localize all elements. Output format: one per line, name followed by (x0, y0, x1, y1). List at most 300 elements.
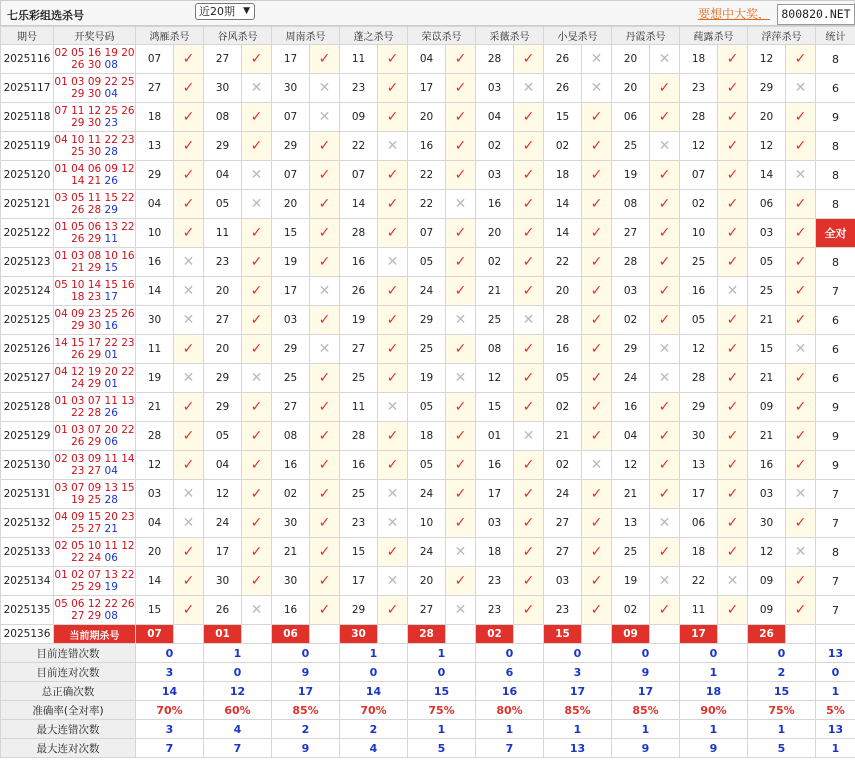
check-mark-icon: ✓ (310, 364, 340, 393)
kill-number-cell: 07 (340, 161, 378, 190)
kill-number-cell: 11 (680, 596, 718, 625)
stats-value: 85% (272, 701, 340, 720)
kill-number-cell: 27 (612, 219, 650, 248)
draw-numbers-regular: 25 30 (71, 146, 102, 158)
stats-total: 13 (816, 644, 855, 663)
kill-number-cell: 22 (408, 190, 446, 219)
column-header-expert[interactable]: 浮萍杀号 (748, 27, 816, 45)
stats-value: 3 (544, 663, 612, 682)
check-mark-icon: ✓ (650, 306, 680, 335)
draw-numbers-line2 (54, 465, 135, 477)
check-mark-icon: ✓ (378, 596, 408, 625)
current-kill-empty (786, 625, 816, 644)
count-cell: 8 (816, 248, 855, 277)
check-mark-icon: ✓ (650, 277, 680, 306)
stats-value: 15 (408, 682, 476, 701)
column-header-expert[interactable]: 鸿雁杀号 (136, 27, 204, 45)
kill-number-cell: 28 (136, 422, 174, 451)
check-mark-icon: ✓ (242, 132, 272, 161)
draw-numbers-special: 01 (104, 349, 118, 361)
kill-number-cell: 09 (748, 567, 786, 596)
kill-number-cell: 04 (476, 103, 514, 132)
cross-mark-icon: ✕ (310, 335, 340, 364)
stats-value: 2 (340, 720, 408, 739)
kill-number-cell: 14 (544, 219, 582, 248)
check-mark-icon: ✓ (514, 364, 544, 393)
cross-mark-icon: ✕ (174, 277, 204, 306)
period-cell: 2025124 (1, 277, 54, 306)
draw-numbers-cell (54, 190, 136, 219)
kill-number-cell: 05 (408, 248, 446, 277)
check-mark-icon: ✓ (446, 277, 476, 306)
kill-number-cell: 13 (136, 132, 174, 161)
kill-number-cell: 17 (272, 45, 310, 74)
check-mark-icon: ✓ (242, 480, 272, 509)
check-mark-icon: ✓ (310, 248, 340, 277)
check-mark-icon: ✓ (242, 451, 272, 480)
kill-number-cell: 29 (204, 393, 242, 422)
cross-mark-icon: ✕ (310, 103, 340, 132)
current-kill-number: 30 (340, 625, 378, 644)
period-cell: 2025126 (1, 335, 54, 364)
stats-value: 70% (340, 701, 408, 720)
table-row (1, 219, 855, 248)
top-toolbar (0, 0, 855, 26)
chevron-down-icon: ▼ (243, 6, 250, 16)
kill-number-cell: 15 (136, 596, 174, 625)
count-cell: 7 (816, 480, 855, 509)
kill-number-cell: 27 (204, 45, 242, 74)
check-mark-icon: ✓ (582, 596, 612, 625)
period-cell: 2025134 (1, 567, 54, 596)
stats-value: 17 (544, 682, 612, 701)
column-header-expert[interactable]: 丹霞杀号 (612, 27, 680, 45)
table-row (1, 132, 855, 161)
draw-numbers-cell (54, 364, 136, 393)
check-mark-icon: ✓ (446, 219, 476, 248)
stats-value: 0 (476, 644, 544, 663)
check-mark-icon: ✓ (242, 393, 272, 422)
count-cell: 6 (816, 306, 855, 335)
period-cell: 2025121 (1, 190, 54, 219)
stats-total: 5% (816, 701, 855, 720)
kill-number-cell: 22 (680, 567, 718, 596)
promo-link[interactable]: 要想中大奖， (698, 7, 771, 21)
count-cell: 9 (816, 451, 855, 480)
stats-value: 9 (680, 739, 748, 758)
cross-mark-icon: ✕ (174, 306, 204, 335)
table-row (1, 567, 855, 596)
cross-mark-icon: ✕ (310, 74, 340, 103)
kill-number-cell: 19 (136, 364, 174, 393)
kill-number-cell: 07 (272, 103, 310, 132)
table-row (1, 509, 855, 538)
kill-number-cell: 22 (544, 248, 582, 277)
kill-number-cell: 19 (408, 364, 446, 393)
check-mark-icon: ✓ (650, 74, 680, 103)
cross-mark-icon: ✕ (378, 132, 408, 161)
kill-number-cell: 10 (680, 219, 718, 248)
draw-numbers-line1: 04 12 19 20 22 (54, 366, 135, 378)
period-cell: 2025116 (1, 45, 54, 74)
check-mark-icon: ✓ (242, 277, 272, 306)
period-cell: 2025135 (1, 596, 54, 625)
kill-number-cell: 16 (272, 596, 310, 625)
draw-numbers-line1: 05 06 12 22 26 (54, 598, 135, 610)
kill-number-cell: 15 (748, 335, 786, 364)
kill-number-cell: 29 (748, 74, 786, 103)
check-mark-icon: ✓ (514, 335, 544, 364)
table-row (1, 277, 855, 306)
draw-numbers-line2 (54, 175, 135, 187)
kill-number-cell: 17 (340, 567, 378, 596)
kill-number-cell: 10 (408, 509, 446, 538)
kill-number-cell: 29 (204, 364, 242, 393)
period-cell: 2025132 (1, 509, 54, 538)
stats-value: 1 (544, 720, 612, 739)
kill-number-cell: 23 (544, 596, 582, 625)
check-mark-icon: ✓ (378, 103, 408, 132)
table-row (1, 364, 855, 393)
check-mark-icon: ✓ (786, 509, 816, 538)
kill-number-cell: 24 (612, 364, 650, 393)
kill-number-cell: 20 (544, 277, 582, 306)
kill-number-cell: 16 (136, 248, 174, 277)
kill-number-cell: 08 (272, 422, 310, 451)
kill-number-cell: 30 (272, 509, 310, 538)
draw-numbers-line1: 14 15 17 22 23 (54, 337, 135, 349)
stats-value: 17 (272, 682, 340, 701)
kill-number-cell: 20 (136, 538, 174, 567)
kill-number-cell: 29 (612, 335, 650, 364)
kill-number-cell: 09 (340, 103, 378, 132)
period-cell: 2025120 (1, 161, 54, 190)
check-mark-icon: ✓ (514, 480, 544, 509)
kill-number-cell: 08 (476, 335, 514, 364)
kill-number-cell: 28 (680, 103, 718, 132)
kill-number-cell: 05 (544, 364, 582, 393)
draw-numbers-line1: 03 05 11 15 22 (54, 192, 135, 204)
stats-value: 0 (136, 644, 204, 663)
count-cell: 9 (816, 422, 855, 451)
cross-mark-icon: ✕ (242, 74, 272, 103)
kill-number-cell: 01 (476, 422, 514, 451)
count-cell: 8 (816, 45, 855, 74)
kill-number-cell: 18 (476, 538, 514, 567)
period-cell: 2025122 (1, 219, 54, 248)
current-kill-empty (310, 625, 340, 644)
stats-value: 0 (544, 644, 612, 663)
kill-number-cell: 12 (748, 45, 786, 74)
cross-mark-icon: ✕ (786, 161, 816, 190)
check-mark-icon: ✓ (786, 132, 816, 161)
stats-value: 75% (748, 701, 816, 720)
kill-number-cell: 24 (408, 277, 446, 306)
column-header-expert[interactable]: 采薇杀号 (476, 27, 544, 45)
check-mark-icon: ✓ (718, 364, 748, 393)
column-header-expert[interactable]: 荣苡杀号 (408, 27, 476, 45)
check-mark-icon: ✓ (650, 248, 680, 277)
draw-numbers-special: 29 (104, 204, 118, 216)
kill-number-cell: 03 (272, 306, 310, 335)
kill-number-cell: 23 (680, 74, 718, 103)
stats-value: 0 (612, 644, 680, 663)
check-mark-icon: ✓ (310, 161, 340, 190)
check-mark-icon: ✓ (446, 248, 476, 277)
kill-number-cell: 24 (544, 480, 582, 509)
check-mark-icon: ✓ (514, 393, 544, 422)
draw-numbers-line2 (54, 494, 135, 506)
cross-mark-icon: ✕ (650, 364, 680, 393)
check-mark-icon: ✓ (786, 277, 816, 306)
kill-number-cell: 25 (340, 480, 378, 509)
cross-mark-icon: ✕ (786, 480, 816, 509)
check-mark-icon: ✓ (310, 509, 340, 538)
kill-number-cell: 25 (748, 277, 786, 306)
column-header-count: 统计 (816, 27, 855, 45)
draw-numbers-cell (54, 422, 136, 451)
draw-numbers-line1: 04 09 23 25 26 (54, 308, 135, 320)
stats-value: 3 (136, 663, 204, 682)
kill-number-cell: 12 (136, 451, 174, 480)
draw-numbers-special: 08 (104, 59, 118, 71)
check-mark-icon: ✓ (310, 393, 340, 422)
stats-label: 目前连对次数 (1, 663, 136, 682)
draw-numbers-special: 06 (104, 436, 118, 448)
count-cell: 8 (816, 161, 855, 190)
kill-number-cell: 15 (340, 538, 378, 567)
draw-numbers-regular: 25 29 (71, 581, 102, 593)
kill-number-cell: 27 (204, 306, 242, 335)
column-header-expert[interactable]: 莼露杀号 (680, 27, 748, 45)
check-mark-icon: ✓ (310, 219, 340, 248)
cross-mark-icon: ✕ (446, 538, 476, 567)
draw-numbers-line1: 01 03 08 10 16 (54, 250, 135, 262)
column-header-expert[interactable]: 蓬之杀号 (340, 27, 408, 45)
check-mark-icon: ✓ (446, 567, 476, 596)
column-header-period: 期号 (1, 27, 54, 45)
kill-number-cell: 20 (612, 74, 650, 103)
check-mark-icon: ✓ (582, 393, 612, 422)
check-mark-icon: ✓ (446, 393, 476, 422)
stats-value: 4 (340, 739, 408, 758)
period-cell: 2025125 (1, 306, 54, 335)
current-kill-number: 01 (204, 625, 242, 644)
cross-mark-icon: ✕ (582, 45, 612, 74)
kill-number-cell: 07 (680, 161, 718, 190)
draw-numbers-cell (54, 538, 136, 567)
check-mark-icon: ✓ (514, 567, 544, 596)
cross-mark-icon: ✕ (310, 277, 340, 306)
kill-number-cell: 28 (680, 364, 718, 393)
draw-numbers-regular: 29 30 (71, 320, 102, 332)
site-logo: 800820.NET (777, 4, 855, 25)
count-cell: 7 (816, 596, 855, 625)
cross-mark-icon: ✕ (446, 364, 476, 393)
kill-number-cell: 12 (680, 335, 718, 364)
stats-value: 2 (272, 720, 340, 739)
cross-mark-icon: ✕ (174, 248, 204, 277)
check-mark-icon: ✓ (786, 248, 816, 277)
kill-number-cell: 07 (136, 45, 174, 74)
draw-numbers-cell (54, 248, 136, 277)
kill-number-cell: 24 (408, 480, 446, 509)
check-mark-icon: ✓ (514, 248, 544, 277)
current-kill-number: 17 (680, 625, 718, 644)
kill-number-cell: 30 (272, 74, 310, 103)
column-header-expert[interactable]: 周南杀号 (272, 27, 340, 45)
draw-numbers-special: 28 (104, 146, 118, 158)
kill-number-cell: 25 (612, 132, 650, 161)
kill-number-cell: 20 (748, 103, 786, 132)
kill-number-cell: 27 (136, 74, 174, 103)
draw-numbers-line1: 05 10 14 15 16 (54, 279, 135, 291)
draw-numbers-cell (54, 161, 136, 190)
draw-numbers-regular: 21 29 (71, 262, 102, 274)
kill-number-cell: 14 (136, 567, 174, 596)
kill-number-cell: 05 (748, 248, 786, 277)
stats-value: 5 (408, 739, 476, 758)
current-kill-number: 06 (272, 625, 310, 644)
kill-number-cell: 16 (476, 190, 514, 219)
kill-number-cell: 08 (612, 190, 650, 219)
kill-number-cell: 07 (408, 219, 446, 248)
draw-numbers-cell (54, 451, 136, 480)
column-header-expert[interactable]: 小旻杀号 (544, 27, 612, 45)
stats-value: 14 (340, 682, 408, 701)
kill-number-cell: 05 (204, 190, 242, 219)
table-row (1, 103, 855, 132)
check-mark-icon: ✓ (514, 509, 544, 538)
kill-number-cell: 23 (340, 74, 378, 103)
check-mark-icon: ✓ (242, 335, 272, 364)
check-mark-icon: ✓ (310, 538, 340, 567)
stats-value: 9 (272, 739, 340, 758)
kill-number-cell: 15 (272, 219, 310, 248)
stats-value: 60% (204, 701, 272, 720)
stats-value: 1 (408, 720, 476, 739)
cross-mark-icon: ✕ (718, 567, 748, 596)
check-mark-icon: ✓ (174, 422, 204, 451)
current-kill-number: 26 (748, 625, 786, 644)
check-mark-icon: ✓ (446, 335, 476, 364)
cross-mark-icon: ✕ (514, 422, 544, 451)
cross-mark-icon: ✕ (582, 451, 612, 480)
cross-mark-icon: ✕ (650, 132, 680, 161)
check-mark-icon: ✓ (650, 190, 680, 219)
check-mark-icon: ✓ (718, 509, 748, 538)
cross-mark-icon: ✕ (650, 45, 680, 74)
current-kill-number: 07 (136, 625, 174, 644)
kill-number-cell: 11 (340, 45, 378, 74)
check-mark-icon: ✓ (650, 161, 680, 190)
kill-number-cell: 29 (680, 393, 718, 422)
current-period-label: 当前期杀号 (54, 625, 136, 644)
check-mark-icon: ✓ (310, 567, 340, 596)
check-mark-icon: ✓ (786, 422, 816, 451)
kill-number-cell: 20 (408, 567, 446, 596)
period-cell: 2025128 (1, 393, 54, 422)
check-mark-icon: ✓ (378, 219, 408, 248)
range-select[interactable] (195, 3, 255, 20)
check-mark-icon: ✓ (514, 132, 544, 161)
kill-number-cell: 14 (544, 190, 582, 219)
table-row (1, 596, 855, 625)
check-mark-icon: ✓ (650, 596, 680, 625)
kill-number-cell: 27 (408, 596, 446, 625)
check-mark-icon: ✓ (174, 335, 204, 364)
draw-numbers-cell (54, 277, 136, 306)
check-mark-icon: ✓ (582, 509, 612, 538)
kill-number-cell: 11 (204, 219, 242, 248)
kill-number-cell: 26 (544, 45, 582, 74)
draw-numbers-cell (54, 74, 136, 103)
check-mark-icon: ✓ (718, 190, 748, 219)
draw-numbers-line2 (54, 552, 135, 564)
current-kill-number: 15 (544, 625, 582, 644)
stats-value: 85% (612, 701, 680, 720)
draw-numbers-special: 19 (104, 581, 118, 593)
check-mark-icon: ✓ (378, 538, 408, 567)
check-mark-icon: ✓ (378, 74, 408, 103)
kill-number-cell: 13 (612, 509, 650, 538)
cross-mark-icon: ✕ (242, 364, 272, 393)
stats-value: 70% (136, 701, 204, 720)
kill-number-cell: 20 (408, 103, 446, 132)
stats-value: 9 (612, 739, 680, 758)
kill-number-cell: 12 (748, 538, 786, 567)
cross-mark-icon: ✕ (378, 248, 408, 277)
check-mark-icon: ✓ (310, 306, 340, 335)
draw-numbers-line1: 03 07 09 13 15 (54, 482, 135, 494)
cross-mark-icon: ✕ (786, 74, 816, 103)
check-mark-icon: ✓ (310, 422, 340, 451)
draw-numbers-special: 16 (104, 320, 118, 332)
kill-number-cell: 25 (612, 538, 650, 567)
check-mark-icon: ✓ (378, 45, 408, 74)
kill-number-cell: 05 (408, 393, 446, 422)
stats-row (1, 701, 855, 720)
draw-numbers-line1: 02 05 16 19 20 (54, 47, 135, 59)
kill-number-cell: 16 (340, 248, 378, 277)
check-mark-icon: ✓ (310, 451, 340, 480)
kill-number-cell: 18 (136, 103, 174, 132)
check-mark-icon: ✓ (514, 45, 544, 74)
check-mark-icon: ✓ (514, 596, 544, 625)
draw-numbers-cell (54, 219, 136, 248)
check-mark-icon: ✓ (514, 103, 544, 132)
draw-numbers-line1: 02 05 10 11 12 (54, 540, 135, 552)
column-header-expert[interactable]: 谷风杀号 (204, 27, 272, 45)
current-kill-empty (650, 625, 680, 644)
check-mark-icon: ✓ (582, 103, 612, 132)
kill-number-cell: 04 (204, 451, 242, 480)
kill-number-cell: 22 (340, 132, 378, 161)
check-mark-icon: ✓ (514, 277, 544, 306)
check-mark-icon: ✓ (582, 248, 612, 277)
check-mark-icon: ✓ (786, 45, 816, 74)
draw-numbers-line2 (54, 436, 135, 448)
check-mark-icon: ✓ (378, 364, 408, 393)
check-mark-icon: ✓ (718, 74, 748, 103)
check-mark-icon: ✓ (310, 190, 340, 219)
check-mark-icon: ✓ (310, 480, 340, 509)
count-cell: 9 (816, 393, 855, 422)
kill-number-cell: 20 (476, 219, 514, 248)
stats-value: 18 (680, 682, 748, 701)
kill-number-cell: 15 (476, 393, 514, 422)
check-mark-icon: ✓ (242, 509, 272, 538)
